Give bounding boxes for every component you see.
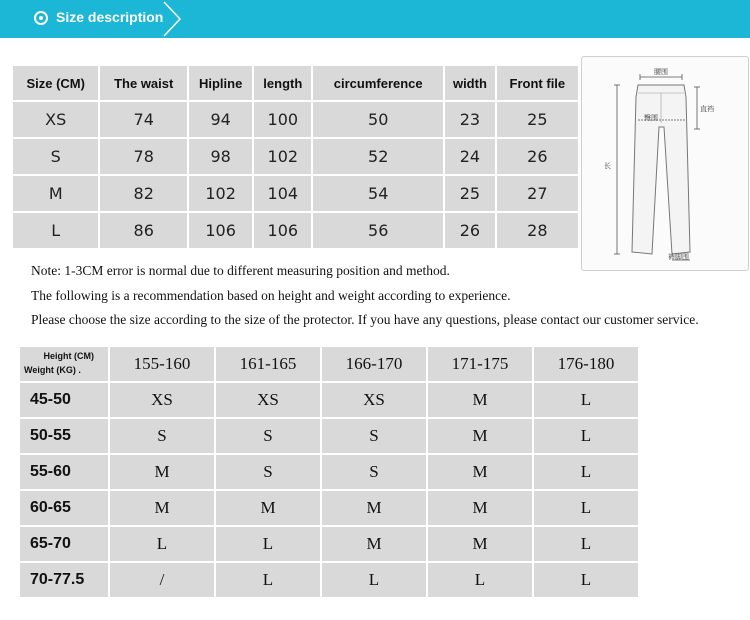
table-row bbox=[20, 383, 638, 417]
weight-cell: 55-60 bbox=[20, 455, 108, 489]
circle-icon bbox=[34, 11, 48, 25]
value-cell: 102 bbox=[254, 139, 311, 174]
size-cell: / bbox=[110, 563, 214, 597]
value-cell: 104 bbox=[254, 176, 311, 211]
size-cell: L bbox=[534, 527, 638, 561]
size-cell: S bbox=[322, 455, 426, 489]
value-cell: 106 bbox=[189, 213, 252, 248]
size-cell: M bbox=[110, 455, 214, 489]
value-cell: 78 bbox=[100, 139, 187, 174]
length-label: 长 bbox=[604, 162, 611, 170]
front-rise-label: 直裆 bbox=[700, 105, 714, 113]
value-cell: 94 bbox=[189, 102, 252, 137]
size-cell: L bbox=[322, 563, 426, 597]
weight-cell: 45-50 bbox=[20, 383, 108, 417]
size-cell: XS bbox=[13, 102, 98, 137]
note-text: The following is a recommendation based on height and weight according to experience. bbox=[31, 288, 511, 303]
weight-cell: 50-55 bbox=[20, 419, 108, 453]
table-row bbox=[20, 455, 638, 489]
height-header: 171-175 bbox=[428, 347, 532, 381]
size-cell: S bbox=[216, 455, 320, 489]
value-cell: 102 bbox=[189, 176, 252, 211]
size-cell: S bbox=[216, 419, 320, 453]
size-cell: L bbox=[428, 563, 532, 597]
weight-axis-label: Weight (KG) . bbox=[24, 365, 81, 375]
height-header: 161-165 bbox=[216, 347, 320, 381]
value-cell: 27 bbox=[497, 176, 578, 211]
size-cell: M bbox=[428, 419, 532, 453]
value-cell: 98 bbox=[189, 139, 252, 174]
table-row bbox=[20, 563, 638, 597]
corner-cell bbox=[20, 347, 108, 381]
size-cell: XS bbox=[322, 383, 426, 417]
size-cell: M bbox=[428, 455, 532, 489]
height-header: 166-170 bbox=[322, 347, 426, 381]
size-cell: S bbox=[322, 419, 426, 453]
leg-opening-label: 裤脚围 bbox=[668, 253, 689, 261]
value-cell: 54 bbox=[313, 176, 443, 211]
note-text: Note: 1-3CM error is normal due to different measuring position and method. bbox=[31, 263, 450, 278]
height-axis-label: Height (CM) bbox=[43, 351, 94, 361]
size-cell: L bbox=[110, 527, 214, 561]
value-cell: 82 bbox=[100, 176, 187, 211]
chevron-right-icon bbox=[160, 0, 186, 38]
weight-cell: 65-70 bbox=[20, 527, 108, 561]
size-cell: L bbox=[534, 419, 638, 453]
note-text: Please choose the size according to the size of the protector. If you have any questions, please contact our customer service. bbox=[31, 312, 699, 327]
header-cell: The waist bbox=[100, 66, 187, 100]
header-cell: width bbox=[445, 66, 495, 100]
size-cell: L bbox=[534, 383, 638, 417]
value-cell: 25 bbox=[445, 176, 495, 211]
size-cell: L bbox=[216, 527, 320, 561]
pants-measurement-diagram bbox=[581, 56, 749, 271]
table-row bbox=[13, 176, 578, 211]
size-cell: L bbox=[216, 563, 320, 597]
value-cell: 25 bbox=[497, 102, 578, 137]
size-cell: S bbox=[110, 419, 214, 453]
value-cell: 26 bbox=[497, 139, 578, 174]
size-cell: L bbox=[534, 491, 638, 525]
table-row bbox=[20, 527, 638, 561]
section-header bbox=[0, 0, 750, 38]
recommend-table bbox=[18, 345, 640, 599]
header-cell: circumference bbox=[313, 66, 443, 100]
value-cell: 86 bbox=[100, 213, 187, 248]
table-row bbox=[20, 419, 638, 453]
weight-cell: 70-77.5 bbox=[20, 563, 108, 597]
value-cell: 52 bbox=[313, 139, 443, 174]
value-cell: 100 bbox=[254, 102, 311, 137]
height-header: 176-180 bbox=[534, 347, 638, 381]
table-row bbox=[20, 491, 638, 525]
size-cell: XS bbox=[110, 383, 214, 417]
table-row bbox=[13, 213, 578, 248]
weight-cell: 60-65 bbox=[20, 491, 108, 525]
hip-label: 臀围 bbox=[644, 114, 658, 122]
size-cell: M bbox=[428, 491, 532, 525]
size-cell: S bbox=[13, 139, 98, 174]
header-cell: Size (CM) bbox=[13, 66, 98, 100]
size-table-header bbox=[13, 66, 578, 100]
height-header: 155-160 bbox=[110, 347, 214, 381]
size-table bbox=[11, 64, 580, 250]
size-cell: L bbox=[534, 455, 638, 489]
value-cell: 26 bbox=[445, 213, 495, 248]
header-cell: length bbox=[254, 66, 311, 100]
size-cell: M bbox=[110, 491, 214, 525]
size-cell: XS bbox=[216, 383, 320, 417]
table-row bbox=[13, 139, 578, 174]
size-cell: M bbox=[428, 527, 532, 561]
size-cell: M bbox=[13, 176, 98, 211]
value-cell: 28 bbox=[497, 213, 578, 248]
value-cell: 23 bbox=[445, 102, 495, 137]
value-cell: 106 bbox=[254, 213, 311, 248]
size-cell: L bbox=[13, 213, 98, 248]
table-row bbox=[13, 102, 578, 137]
waist-label: 腰围 bbox=[654, 68, 668, 76]
value-cell: 56 bbox=[313, 213, 443, 248]
section-title: Size description bbox=[56, 9, 164, 25]
value-cell: 74 bbox=[100, 102, 187, 137]
size-cell: M bbox=[428, 383, 532, 417]
size-cell: M bbox=[322, 491, 426, 525]
value-cell: 24 bbox=[445, 139, 495, 174]
header-cell: Hipline bbox=[189, 66, 252, 100]
size-cell: L bbox=[534, 563, 638, 597]
header-cell: Front file bbox=[497, 66, 578, 100]
recommend-table-header bbox=[20, 347, 638, 381]
size-cell: M bbox=[322, 527, 426, 561]
value-cell: 50 bbox=[313, 102, 443, 137]
size-cell: M bbox=[216, 491, 320, 525]
